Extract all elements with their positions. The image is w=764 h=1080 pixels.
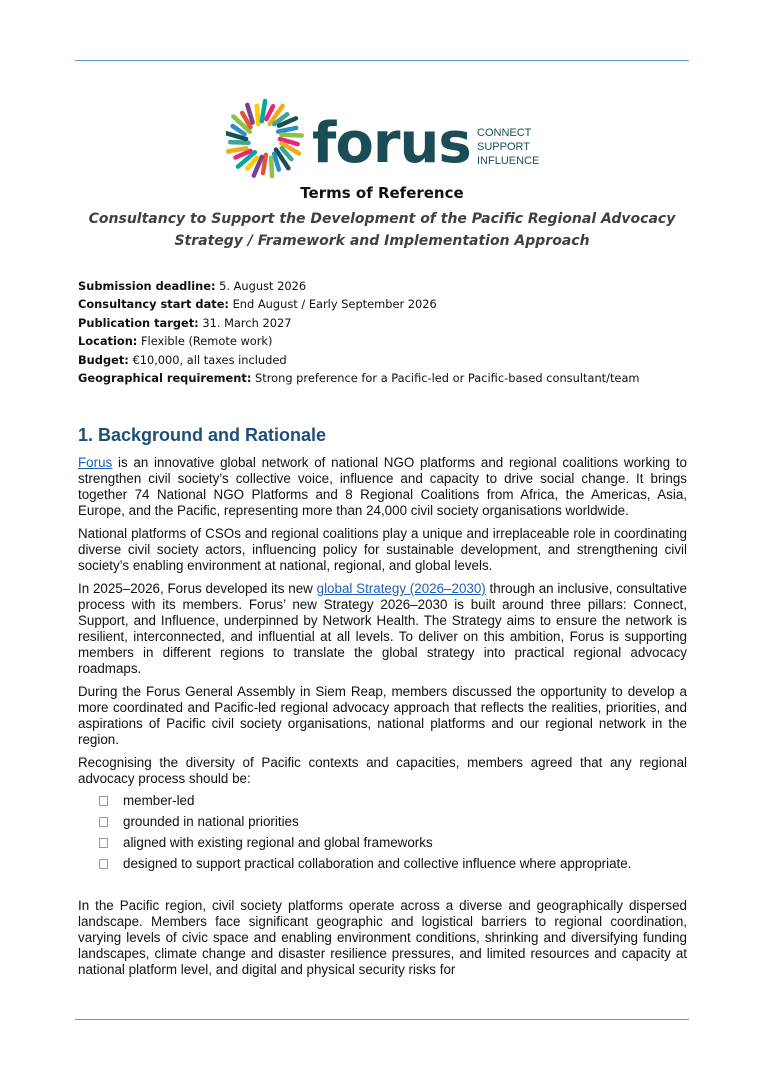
paragraph: In the Pacific region, civil society platforms operate across a diverse and geographically dispersed landscape. Members face significant geographic and logistical barriers to regional coordination, varying levels of civic space and enabling environment conditions, shrinking and diversifying funding landscapes, climate change and disaster resilience pressures, and limited resources and capacity at national platform level, and digital and physical security risks for — [78, 898, 687, 977]
meta-location — [78, 332, 698, 350]
forus-wordmark: forus — [312, 111, 471, 176]
list-item — [78, 832, 687, 853]
list-item — [78, 853, 687, 874]
logo-tagline-influence: INFLUENCE — [477, 155, 540, 167]
list-item-text: member-led — [123, 793, 195, 808]
meta-label: Budget: — [78, 352, 129, 367]
logo-tagline-support: SUPPORT — [477, 141, 530, 153]
meta-value: Strong preference for a Pacific-led or Pacific-based consultant/team — [251, 371, 640, 386]
meta-geographical-requirement — [78, 369, 698, 387]
forus-link[interactable]: Forus — [78, 455, 113, 470]
list-item — [78, 811, 687, 832]
forus-logo — [226, 98, 546, 180]
section-body — [78, 455, 687, 985]
meta-publication-target — [78, 314, 698, 332]
bullet-box-icon — [99, 859, 108, 869]
document-title: Terms of Reference — [300, 184, 464, 202]
meta-label: Publication target: — [78, 315, 199, 330]
list-item-text: designed to support practical collaboration and collective influence where appropriate. — [123, 856, 632, 871]
paragraph-text: is an innovative global network of national NGO platforms and regional coalitions working to strengthen civil society’s collective voice, influence and capacity to drive social change. It brings together 74 National NGO Platforms and 8 Regional Coalitions from Africa, the Americas, Asia, Europe, and the Pacific, representing more than 24,000 civil society organisations worldwide. — [78, 455, 687, 518]
paragraph — [78, 455, 687, 519]
bullet-box-icon — [99, 838, 108, 848]
global-strategy-link[interactable]: global Strategy (2026–2030) — [316, 581, 486, 596]
paragraph-text: In 2025–2026, Forus developed its new — [78, 581, 317, 596]
section-heading: 1. Background and Rationale — [78, 425, 327, 445]
meta-budget — [78, 351, 698, 369]
meta-value: 5. August 2026 — [215, 279, 307, 293]
meta-label: Consultancy start date: — [78, 297, 229, 312]
list-item — [78, 790, 687, 811]
bullet-box-icon — [99, 796, 108, 806]
bullet-list — [78, 790, 687, 874]
meta-label: Location: — [78, 334, 138, 349]
meta-submission-deadline — [78, 277, 698, 295]
meta-value: Flexible (Remote work) — [137, 334, 273, 349]
logo-tagline-connect: CONNECT — [477, 127, 532, 139]
list-item-text: grounded in national priorities — [123, 814, 299, 829]
footer-rule — [75, 1019, 689, 1020]
paragraph: National platforms of CSOs and regional coalitions play a unique and irreplaceable role in coordinating diverse civil society actors, influencing policy for sustainable development, and strengthening civil society’s enabling environment at national, regional, and global levels. — [78, 526, 687, 573]
meta-value: End August / Early September 2026 — [228, 297, 437, 312]
meta-label: Geographical requirement: — [78, 371, 252, 386]
header-rule — [75, 60, 689, 61]
consultancy-details — [78, 277, 698, 387]
logo-burst-icon — [226, 101, 301, 176]
paragraph-text: through an inclusive, consultative process with its members. Forus’ new Strategy 2026–2030 is built around three pillars: Connect, Support, and Influence, underpinned by Network Health. The Strategy aims to ensure the network is resilient, interconnected, and influential at all levels. To deliver on this ambition, Forus is supporting members in different regions to translate the global strategy into practical regional advocacy roadmaps. — [78, 581, 687, 676]
meta-label: Submission deadline: — [78, 279, 216, 293]
meta-start-date — [78, 295, 698, 313]
meta-value: €10,000, all taxes included — [128, 352, 287, 367]
spacer — [78, 874, 687, 898]
document-subtitle: Consultancy to Support the Development of the Pacific Regional Advocacy Strategy / Framework and Implementation Approach — [88, 211, 676, 249]
paragraph: Recognising the diversity of Pacific contexts and capacities, members agreed that any regional advocacy process should be: — [78, 755, 687, 786]
meta-value: 31. March 2027 — [198, 315, 292, 330]
paragraph: During the Forus General Assembly in Siem Reap, members discussed the opportunity to develop a more coordinated and Pacific-led regional advocacy approach that reflects the realities, priorities, and aspirations of Pacific civil society organisations, national platforms and our regional network in the region. — [78, 684, 687, 747]
paragraph — [78, 581, 687, 677]
bullet-box-icon — [99, 817, 108, 827]
list-item-text: aligned with existing regional and global frameworks — [123, 835, 433, 850]
